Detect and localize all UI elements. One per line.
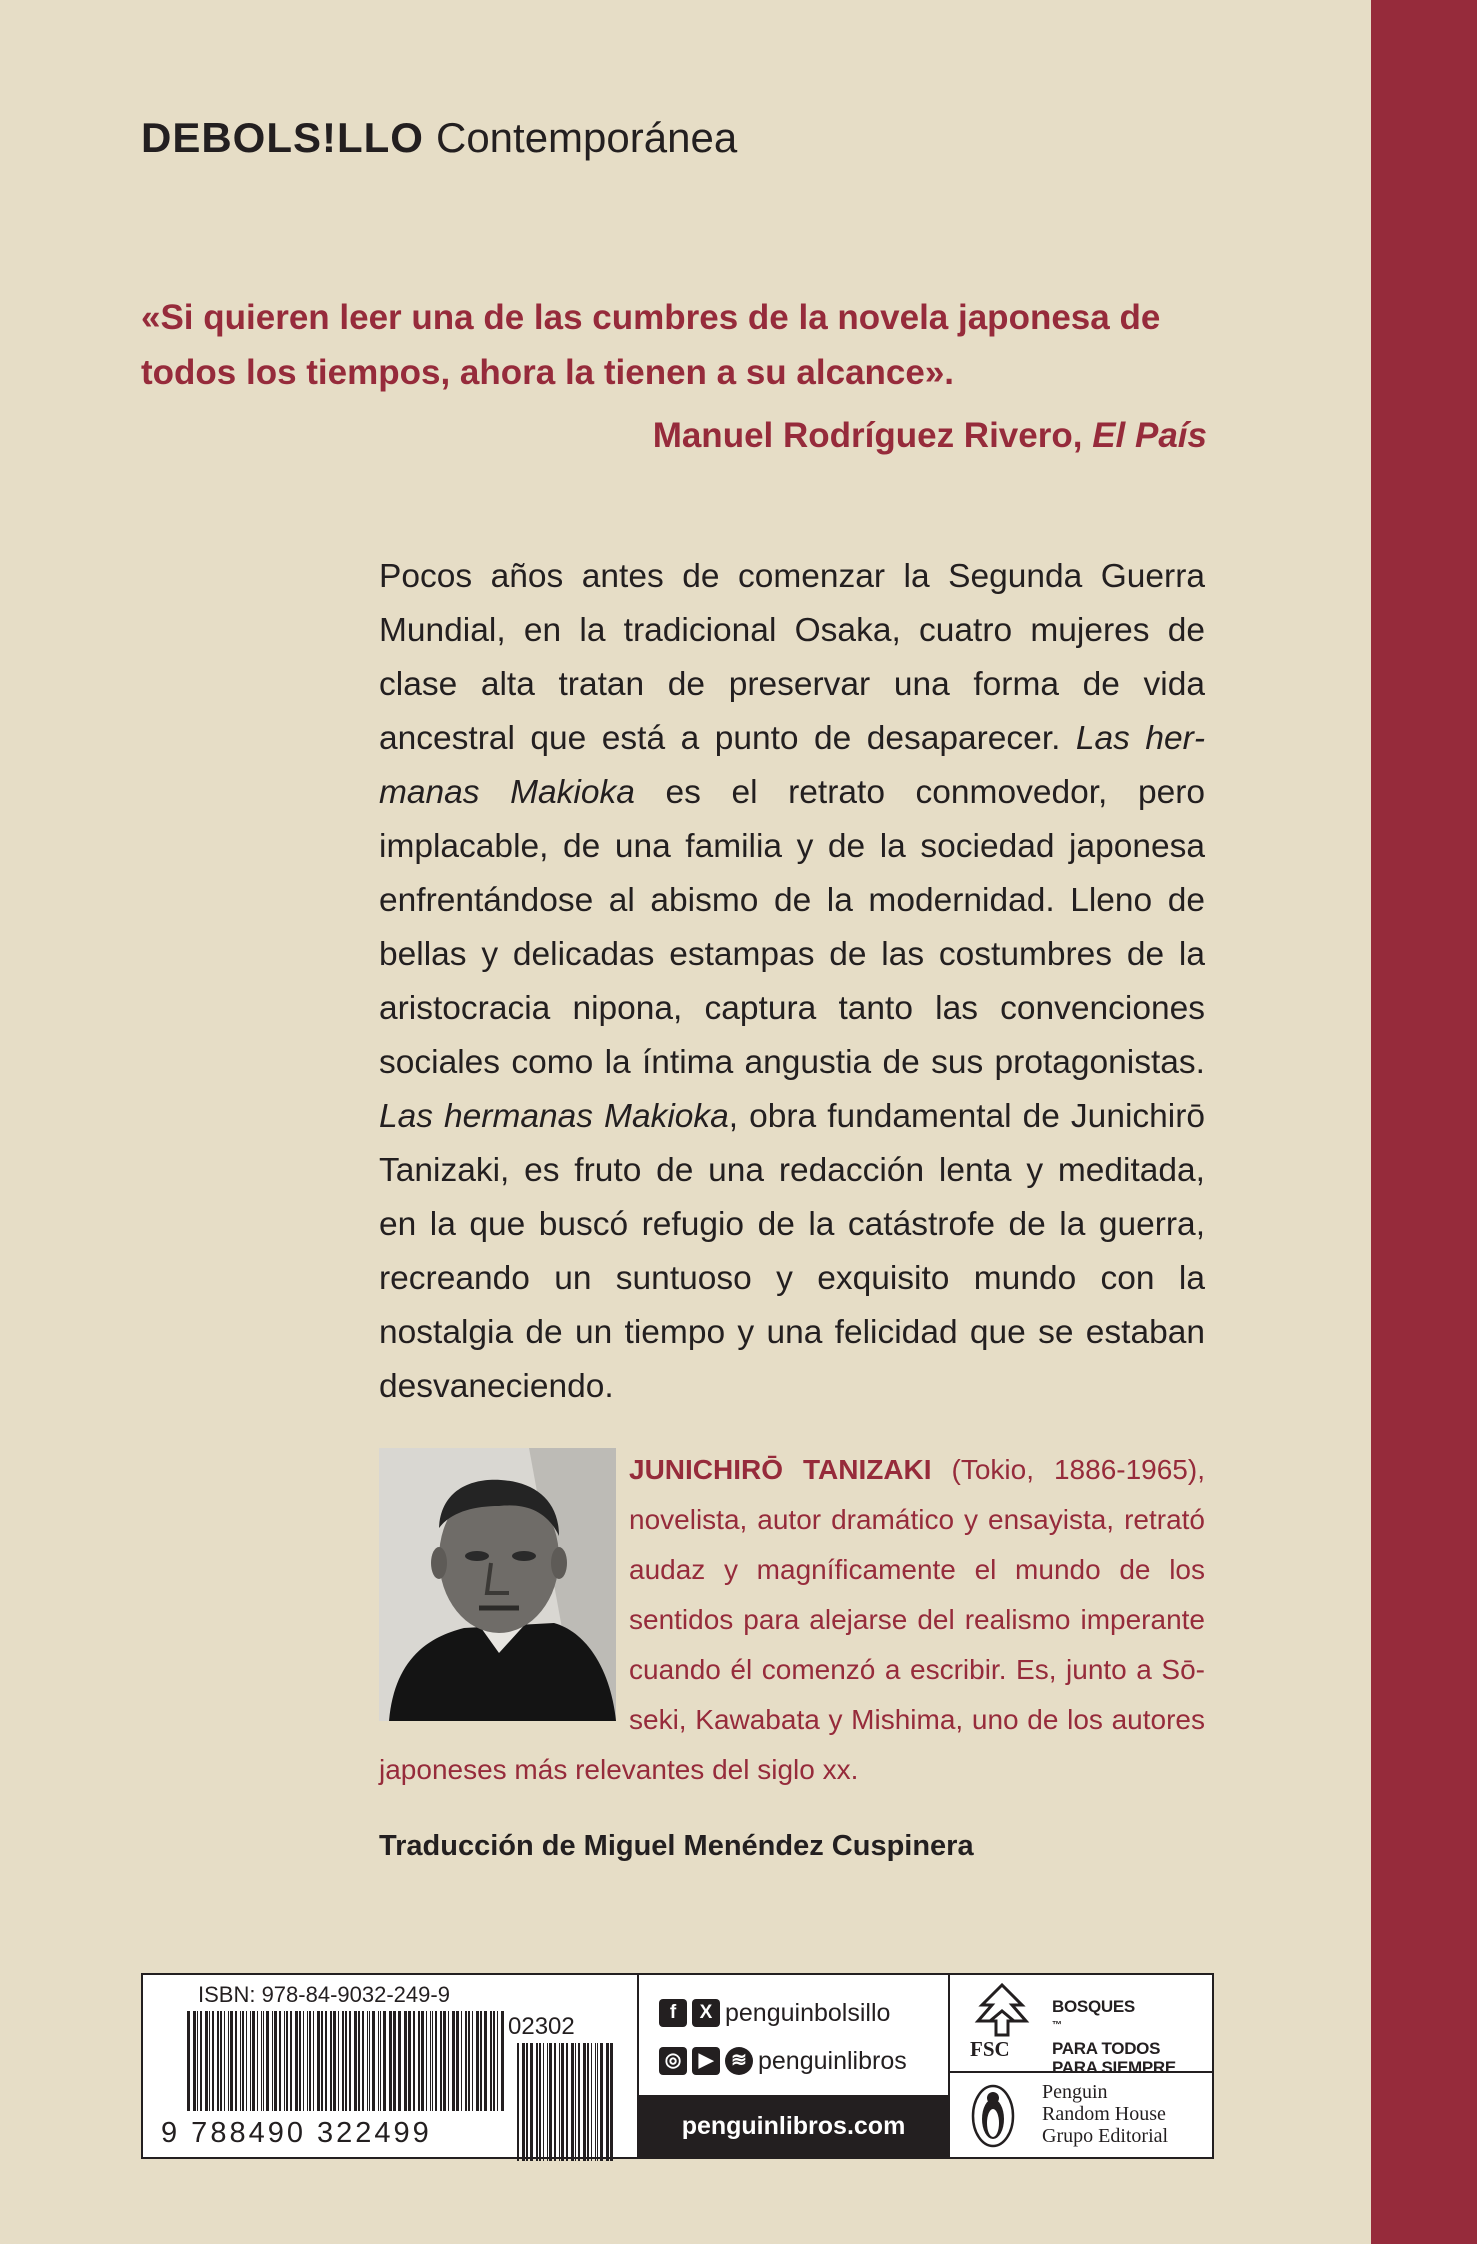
barcode-bar (432, 2011, 433, 2111)
fsc-trademark: ™ (1052, 2020, 1062, 2031)
barcode-bar (490, 2011, 492, 2111)
fsc-line-3: PARA SIEMPRE (1052, 2057, 1176, 2077)
blurb-author: Manuel Rodríguez Rivero, (652, 416, 1083, 455)
barcode-bar (246, 2011, 247, 2111)
barcode-bar (228, 2011, 229, 2111)
barcode-bar (279, 2011, 281, 2111)
barcode-bar (193, 2011, 196, 2111)
barcode-bar (501, 2011, 504, 2111)
barcode-bar (217, 2011, 219, 2111)
social-row-1 (659, 1997, 890, 2029)
barcode-bar (299, 2011, 301, 2111)
barcode-bar (205, 2011, 208, 2111)
barcode-bar (252, 2011, 255, 2111)
barcode-bar (480, 2011, 482, 2111)
book-spine (1371, 0, 1477, 2244)
barcode-bar (274, 2011, 277, 2111)
barcode-bar (472, 2011, 473, 2111)
synopsis-book-title-2: Las hermanas Makioka (379, 1098, 729, 1135)
barcode-bar (461, 2011, 462, 2111)
spotify-icon: ≋ (725, 2047, 753, 2075)
barcode-bar (443, 2011, 446, 2111)
barcode-bar (493, 2011, 495, 2111)
penguin-logo-icon (970, 2083, 1016, 2149)
author-name: JUNICHIRŌ TANIZAKI (629, 1454, 932, 1485)
barcode-bar (543, 2043, 544, 2161)
barcode-bar (522, 2043, 525, 2161)
barcode-bar (295, 2011, 298, 2111)
barcode-bar (230, 2011, 233, 2111)
barcode-bar (587, 2043, 589, 2161)
barcode-bar (284, 2011, 285, 2111)
barcode-bar (435, 2011, 437, 2111)
barcode-bar (452, 2011, 455, 2111)
barcode-bar (380, 2011, 381, 2111)
barcode-bar (263, 2011, 264, 2111)
barcode-bar (595, 2043, 596, 2161)
barcode-bar (197, 2011, 198, 2111)
fsc-line-2: PARA TODOS (1052, 2038, 1161, 2058)
barcode-bar (358, 2011, 360, 2111)
barcode-bar (345, 2011, 347, 2111)
publisher-line-2: Random House (1042, 2103, 1166, 2125)
barcode-bar (338, 2011, 339, 2111)
barcode-bar (224, 2011, 225, 2111)
fsc-slogan (1052, 1997, 1176, 2077)
instagram-icon: ◎ (659, 2047, 687, 2075)
barcode-bar (421, 2011, 424, 2111)
barcode-bar (317, 2011, 320, 2111)
fsc-section (950, 1975, 1212, 2077)
debolsillo-logo: DEBOLS!LLO (141, 114, 424, 161)
fsc-line-1: BOSQUES (1052, 1997, 1135, 2016)
isbn-text: ISBN: 978-84-9032-249-9 (198, 1982, 450, 2007)
blurb-quote: «Si quieren leer una de las cumbres de la novela japonesa de todos los tiempos, ahora la tienen a su alcance». (141, 298, 1161, 392)
collection-name: Contemporánea (435, 114, 738, 161)
website-bar (639, 2095, 948, 2157)
barcode-bar (372, 2011, 375, 2111)
barcode-bar (468, 2011, 470, 2111)
barcode-cell (143, 1975, 639, 2157)
barcode-bar (242, 2011, 244, 2111)
blurb-source (141, 406, 1207, 466)
barcode-bar (440, 2011, 442, 2111)
barcode-bar (530, 2043, 533, 2161)
social-handle-1: penguinbolsillo (725, 1999, 891, 2027)
barcode-bar (575, 2043, 576, 2161)
barcode-bar (321, 2011, 323, 2111)
social-row-2 (659, 2045, 907, 2077)
barcode-bar (418, 2011, 420, 2111)
barcode-bar (383, 2011, 386, 2111)
barcode-bar (354, 2011, 357, 2111)
barcode-bar (261, 2011, 262, 2111)
barcode-bar (342, 2011, 344, 2111)
barcode-bar (307, 2011, 308, 2111)
x-icon: X (692, 1999, 720, 2027)
barcode-bar (430, 2011, 431, 2111)
barcode-bar (583, 2043, 586, 2161)
barcode-bar (549, 2043, 552, 2161)
barcode-bar (212, 2011, 214, 2111)
barcode-bar (610, 2043, 613, 2161)
facebook-icon: f (659, 1999, 687, 2027)
synopsis-part-1: Pocos años antes de comenzar la Segunda Guerra Mundial, en la tradicional Osaka, cuatro mujeres de clase alta tratan de preservar una forma de vida ancestral que está a punto de desaparecer. (379, 558, 1205, 757)
synopsis-part-3: , obra fundamental de Junichirō Tanizaki, es fruto de una redacción lenta y meditada, en la que buscó refugio de la catástrofe de la guerra, recreando un suntuoso y exquisito mundo con la nostalgia de un tiempo y una felicidad que se estaban desvaneciendo. (379, 1098, 1205, 1405)
barcode-bar (448, 2011, 449, 2111)
barcode-bar (426, 2011, 427, 2111)
publisher-line-3: Grupo Editorial (1042, 2125, 1169, 2147)
barcode-bar (413, 2011, 415, 2111)
barcode-bar (349, 2011, 351, 2111)
publisher-group (1042, 2081, 1168, 2147)
barcode-bar (591, 2043, 592, 2161)
certification-cell (950, 1975, 1212, 2157)
barcode-bar (209, 2011, 210, 2111)
barcode-bar (456, 2011, 459, 2111)
barcode-bar (220, 2011, 222, 2111)
social-cell (639, 1975, 950, 2157)
synopsis (379, 550, 1205, 1414)
barcode-bar (606, 2043, 609, 2161)
barcode-bar (250, 2011, 251, 2111)
barcode-bar (333, 2011, 336, 2111)
barcode-bar (517, 2043, 519, 2161)
barcode-bar (476, 2011, 479, 2111)
barcode-bar (408, 2011, 411, 2111)
website-url: penguinlibros.com (681, 2111, 906, 2140)
barcode-bar (367, 2011, 368, 2111)
social-handle-2: penguinlibros (758, 2047, 907, 2075)
barcode-bar (309, 2011, 311, 2111)
addon-barcode (517, 2043, 617, 2161)
barcode-bar (404, 2011, 407, 2111)
publisher-line-1: Penguin (1042, 2081, 1108, 2103)
barcode-bar (272, 2011, 273, 2111)
barcode-bar (369, 2011, 370, 2111)
barcode-bar (266, 2011, 269, 2111)
barcode-bar (554, 2043, 556, 2161)
barcode-bar (600, 2043, 603, 2161)
barcode-bar (393, 2011, 396, 2111)
barcode-bar (378, 2011, 379, 2111)
barcode-bar (539, 2043, 541, 2161)
translator-credit: Traducción de Miguel Menéndez Cuspinera (379, 1830, 974, 1862)
barcode-bar (536, 2043, 538, 2161)
barcode-bar (559, 2043, 560, 2161)
fsc-tree-icon (970, 1981, 1034, 2039)
barcode-bar (325, 2011, 327, 2111)
barcode-bar (187, 2011, 190, 2111)
author-bio (379, 1445, 1205, 1795)
barcode-bar (240, 2011, 241, 2111)
author-bio-text: (Tokio, 1886-1965), novelista, autor dramático y ensayista, retrató audaz y magníficamente el mundo de los sentidos para alejarse del realismo imperante cuando él comenzó a escribir. Es, junto a Sōseki, Kawabata y Mishima, uno de los autores japoneses más relevantes del siglo xx. (379, 1454, 1205, 1785)
synopsis-book-title-1: Las hermanas Makioka (379, 720, 1205, 811)
barcode-bar (484, 2011, 487, 2111)
barcode-bar (200, 2011, 202, 2111)
back-cover-info-box (141, 1973, 1214, 2159)
price-code: 02302 (508, 2013, 575, 2040)
barcode-bar (571, 2043, 574, 2161)
barcode-bar (286, 2011, 288, 2111)
barcode-bar (389, 2011, 392, 2111)
barcode-bar (362, 2011, 364, 2111)
synopsis-part-2: es el retrato conmovedor, pero implacable, de una familia y de la sociedad japonesa enfrentándose al abismo de la modernidad. Lleno de bellas y delicadas estampas de las costumbres de la aristocracia nipona, captura tanto las convenciones sociales como la íntima angustia de sus protagonistas. (379, 774, 1205, 1081)
fsc-label: FSC (970, 2037, 1010, 2061)
barcode-bar (497, 2011, 498, 2111)
barcode-bar (313, 2011, 314, 2111)
blurb-publication: El País (1092, 416, 1207, 455)
barcode-bar (578, 2043, 580, 2161)
barcode-bar (547, 2043, 548, 2161)
barcode-bar (257, 2011, 258, 2111)
barcode-bar (398, 2011, 401, 2111)
youtube-icon: ▶ (692, 2047, 720, 2075)
publisher-brand (141, 108, 737, 168)
barcode-bar (597, 2043, 598, 2161)
barcode-bar (561, 2043, 564, 2161)
barcode-bar (465, 2011, 467, 2111)
barcode-bar (566, 2043, 568, 2161)
barcode-bar (526, 2043, 528, 2161)
barcode-bar (303, 2011, 304, 2111)
barcode-bar (290, 2011, 292, 2111)
ean-digits: 9 788490 322499 (161, 2117, 432, 2149)
barcode-bar (330, 2011, 332, 2111)
barcode-bar (235, 2011, 237, 2111)
